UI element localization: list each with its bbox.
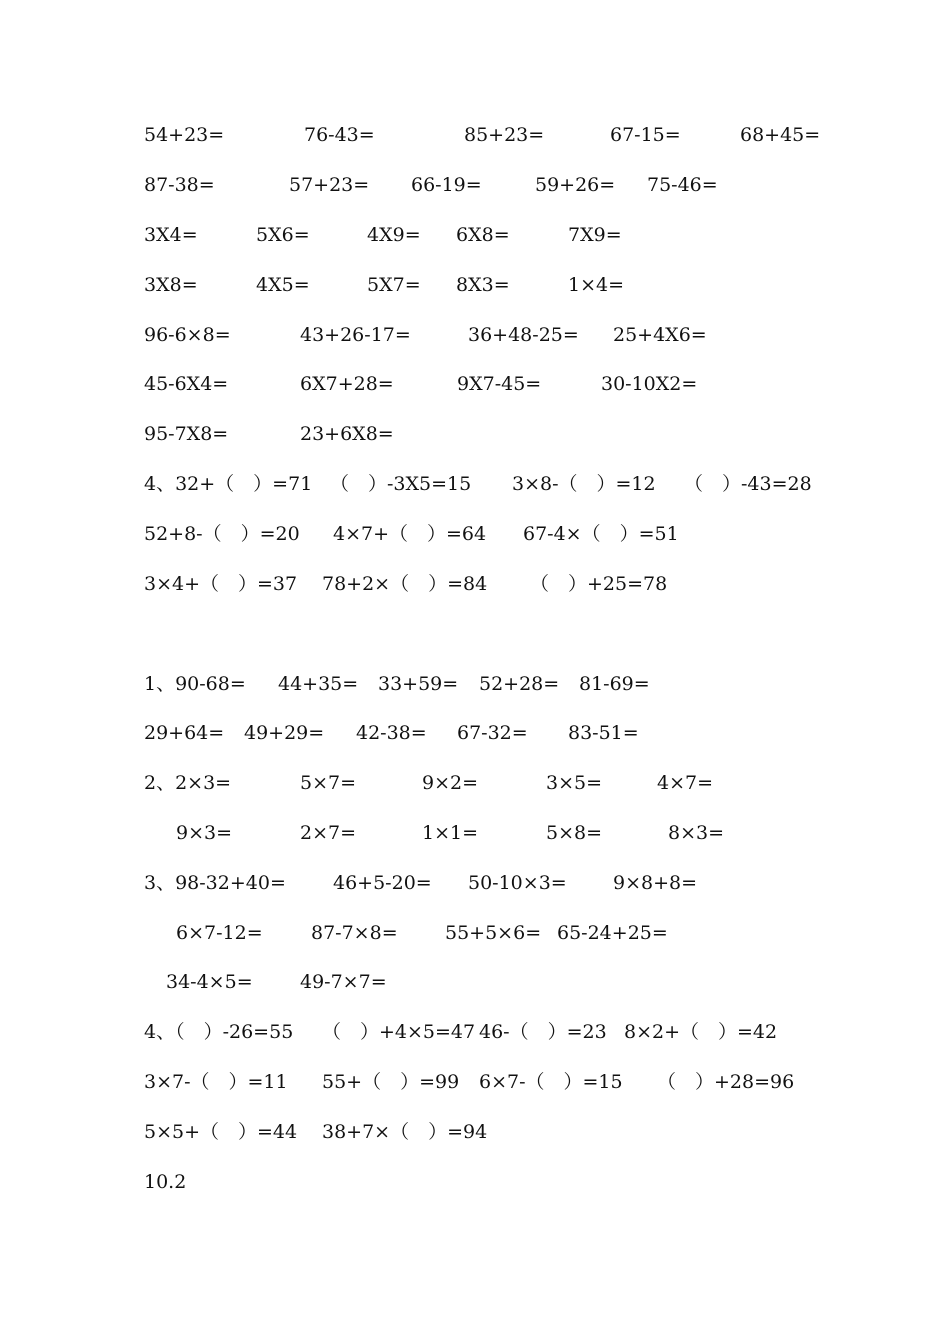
- math-problem: 65-24+25=: [557, 922, 668, 944]
- math-problem: 2×7=: [300, 822, 357, 844]
- math-problem: 8×3=: [668, 822, 725, 844]
- math-problem: 38+7×（ ）=94: [322, 1121, 488, 1143]
- math-problem: 33+59=: [378, 673, 459, 695]
- math-problem: 4、（ ）-26=55: [144, 1021, 294, 1043]
- exercise-row: [0, 120, 950, 150]
- math-problem: 3X8=: [144, 274, 198, 296]
- math-problem: 76-43=: [304, 124, 375, 146]
- math-problem: 49-7×7=: [300, 971, 387, 993]
- exercise-row: [0, 220, 950, 250]
- exercise-row: [0, 519, 950, 549]
- math-problem: 7X9=: [568, 224, 622, 246]
- exercise-row: [0, 1117, 950, 1147]
- math-problem: 1、90-68=: [144, 673, 246, 695]
- math-problem: 9×3=: [176, 822, 233, 844]
- math-problem: 54+23=: [144, 124, 225, 146]
- exercise-row: [0, 1167, 950, 1197]
- math-problem: 59+26=: [535, 174, 616, 196]
- exercise-row: [0, 1017, 950, 1047]
- math-problem: 3×7-（ ）=11: [144, 1071, 288, 1093]
- math-problem: 3×8-（ ）=12: [512, 473, 656, 495]
- math-problem: 4、32+（ ）=71: [144, 473, 313, 495]
- math-problem: 43+26-17=: [300, 324, 411, 346]
- math-problem: 4X9=: [367, 224, 421, 246]
- math-problem: 8×2+（ ）=42: [624, 1021, 778, 1043]
- math-problem: 44+35=: [278, 673, 359, 695]
- math-problem: （ ）+25=78: [530, 573, 668, 595]
- exercise-row: [0, 469, 950, 499]
- math-problem: 52+8-（ ）=20: [144, 523, 300, 545]
- math-problem: 1×1=: [422, 822, 479, 844]
- math-problem: 2、2×3=: [144, 772, 232, 794]
- math-problem: 6X8=: [456, 224, 510, 246]
- math-problem: 5×5+（ ）=44: [144, 1121, 298, 1143]
- math-problem: 4×7+（ ）=64: [333, 523, 487, 545]
- math-problem: 67-4×（ ）=51: [523, 523, 679, 545]
- exercise-row: [0, 967, 950, 997]
- math-problem: 87-38=: [144, 174, 215, 196]
- math-problem: 3×4+（ ）=37: [144, 573, 298, 595]
- math-problem: （ ）+28=96: [657, 1071, 795, 1093]
- math-problem: 6×7-12=: [176, 922, 263, 944]
- math-problem: 57+23=: [289, 174, 370, 196]
- math-problem: 55+（ ）=99: [322, 1071, 460, 1093]
- math-problem: 8X3=: [456, 274, 510, 296]
- math-problem: （ ）-43=28: [684, 473, 812, 495]
- math-problem: 6X7+28=: [300, 373, 394, 395]
- math-problem: 5X7=: [367, 274, 421, 296]
- math-problem: 81-69=: [579, 673, 650, 695]
- math-problem: 3×5=: [546, 772, 603, 794]
- math-problem: 5×7=: [300, 772, 357, 794]
- exercise-row: [0, 818, 950, 848]
- math-problem: （ ）-3X5=15: [330, 473, 472, 495]
- math-problem: 9×2=: [422, 772, 479, 794]
- math-problem: 5×8=: [546, 822, 603, 844]
- math-problem: 23+6X8=: [300, 423, 394, 445]
- exercise-row: [0, 170, 950, 200]
- exercise-row: [0, 569, 950, 599]
- math-problem: 55+5×6=: [445, 922, 542, 944]
- exercise-row: [0, 718, 950, 748]
- math-problem: （ ）+4×5=47: [322, 1021, 476, 1043]
- exercise-row: [0, 868, 950, 898]
- math-problem: 1×4=: [568, 274, 625, 296]
- exercise-row: [0, 918, 950, 948]
- math-problem: 4×7=: [657, 772, 714, 794]
- math-problem: 25+4X6=: [613, 324, 707, 346]
- exercise-row: [0, 768, 950, 798]
- math-problem: 52+28=: [479, 673, 560, 695]
- math-problem: 78+2×（ ）=84: [322, 573, 488, 595]
- math-problem: 9X7-45=: [457, 373, 542, 395]
- math-problem: 4X5=: [256, 274, 310, 296]
- math-problem: 10.2: [144, 1171, 187, 1193]
- math-problem: 83-51=: [568, 722, 639, 744]
- math-problem: 3X4=: [144, 224, 198, 246]
- math-problem: 45-6X4=: [144, 373, 229, 395]
- math-problem: 85+23=: [464, 124, 545, 146]
- math-problem: 87-7×8=: [311, 922, 398, 944]
- math-problem: 46+5-20=: [333, 872, 432, 894]
- math-problem: 50-10×3=: [468, 872, 567, 894]
- math-problem: 68+45=: [740, 124, 821, 146]
- exercise-row: [0, 320, 950, 350]
- math-problem: 5X6=: [256, 224, 310, 246]
- math-problem: 9×8+8=: [613, 872, 698, 894]
- exercise-row: [0, 1067, 950, 1097]
- math-problem: 3、98-32+40=: [144, 872, 286, 894]
- math-problem: 66-19=: [411, 174, 482, 196]
- exercise-row: [0, 369, 950, 399]
- math-problem: 42-38=: [356, 722, 427, 744]
- math-problem: 29+64=: [144, 722, 225, 744]
- math-problem: 34-4×5=: [166, 971, 253, 993]
- math-problem: 6×7-（ ）=15: [479, 1071, 623, 1093]
- math-problem: 75-46=: [647, 174, 718, 196]
- exercise-row: [0, 669, 950, 699]
- math-problem: 95-7X8=: [144, 423, 229, 445]
- math-problem: 96-6×8=: [144, 324, 231, 346]
- exercise-row: [0, 419, 950, 449]
- math-problem: 46-（ ）=23: [479, 1021, 607, 1043]
- math-problem: 36+48-25=: [468, 324, 579, 346]
- math-problem: 49+29=: [244, 722, 325, 744]
- math-problem: 67-15=: [610, 124, 681, 146]
- math-problem: 67-32=: [457, 722, 528, 744]
- math-problem: 30-10X2=: [601, 373, 698, 395]
- exercise-row: [0, 270, 950, 300]
